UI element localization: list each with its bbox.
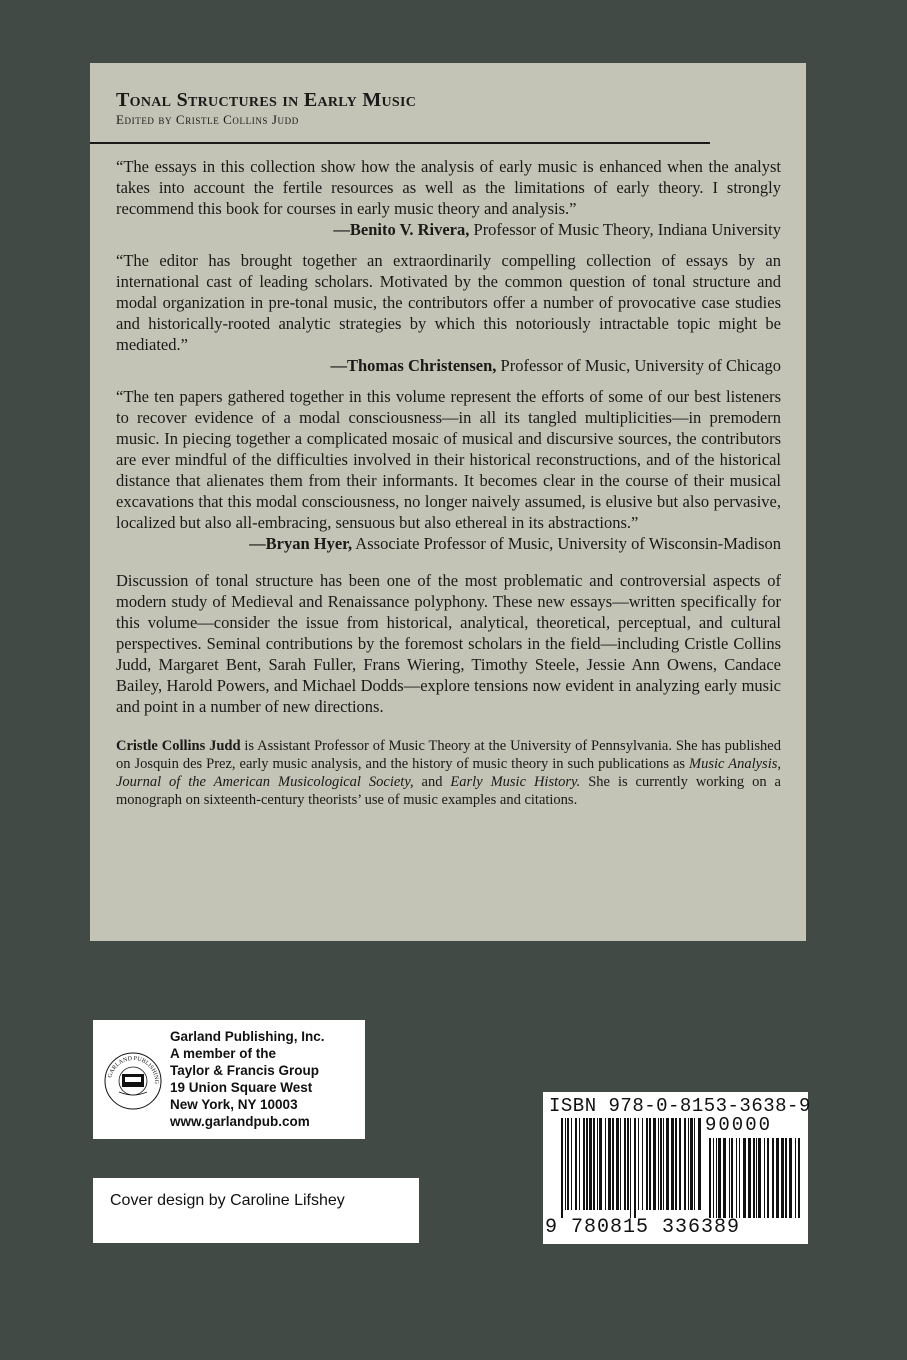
quote-text: “The editor has brought together an extraordinarily compelling collection of essays by an international cast of leading scholars. Motivated by the common question of tonal structure and modal organization in pre-tonal music, the contributors offer a number of provocative case studies and historically-rooted analytic strategies by which this notoriously intractable topic might be mediated.”	[116, 251, 781, 354]
quote-attribution	[116, 219, 781, 240]
price-addon-barcode	[709, 1138, 800, 1218]
barcode-bar	[767, 1138, 769, 1218]
barcode-bar	[653, 1118, 656, 1210]
barcode-bar	[658, 1118, 659, 1210]
barcode-bar	[698, 1118, 701, 1210]
publisher-line: 19 Union Square West	[170, 1080, 313, 1095]
cover-credit-box	[93, 1178, 419, 1243]
barcode-bar	[716, 1138, 717, 1218]
barcode-bar	[630, 1118, 631, 1218]
barcode-bar	[785, 1138, 787, 1218]
barcode-bar	[579, 1118, 580, 1210]
quote-text: “The essays in this collection show how the analysis of early music is enhanced when the analyst takes into account the fertile resources as well as the limitations of early theory. I strongly recommend this book for courses in early music theory and analysis.”	[116, 157, 781, 218]
bio-journals: Music Analysis, Journal of the American Musicological Society,	[116, 756, 781, 790]
barcode-bar	[789, 1138, 792, 1218]
price-code: 90000	[705, 1114, 773, 1136]
barcode-bar	[748, 1138, 751, 1218]
barcode-bar	[567, 1118, 569, 1210]
editor-line: Edited by Cristle Collins Judd	[116, 112, 299, 127]
quote-block-2	[116, 250, 780, 376]
cover-credit: Cover design by Caroline Lifshey	[110, 1192, 345, 1209]
barcode-bar	[675, 1118, 677, 1210]
quote-affiliation: Professor of Music Theory, Indiana University	[469, 220, 781, 239]
barcode-bar	[684, 1118, 686, 1210]
barcode-bar	[605, 1118, 606, 1210]
publisher-line: Taylor & Francis Group	[170, 1063, 320, 1078]
barcode-box	[543, 1092, 811, 1244]
barcode-bar	[758, 1138, 761, 1218]
ean-barcode	[561, 1118, 701, 1218]
quote-author: —Benito V. Rivera,	[333, 220, 470, 239]
quote-attribution	[116, 533, 781, 554]
barcode-bar	[634, 1118, 636, 1218]
barcode-bar	[642, 1118, 643, 1210]
quote-affiliation: Associate Professor of Music, University of Wisconsin-Madison	[352, 534, 781, 553]
barcode-bar	[599, 1118, 602, 1210]
barcode-bar	[739, 1138, 740, 1218]
publisher-address	[170, 1028, 325, 1130]
barcode-bar	[688, 1118, 689, 1210]
logo-text: GARLAND PUBLISHING	[107, 1055, 160, 1085]
barcode-bar	[616, 1118, 619, 1210]
barcode-bar	[713, 1138, 714, 1218]
barcode-bar	[624, 1118, 626, 1210]
barcode-bar	[586, 1118, 588, 1210]
barcode-bar	[666, 1118, 669, 1210]
quote-block-1	[116, 156, 780, 240]
barcode-bar	[690, 1118, 693, 1210]
barcode-bar	[597, 1118, 598, 1210]
barcode-bar	[583, 1118, 585, 1210]
barcode-bar	[571, 1118, 572, 1210]
barcode-bar	[649, 1118, 651, 1210]
barcode-bar	[679, 1118, 681, 1210]
book-title: Tonal Structures in Early Music	[116, 89, 417, 111]
barcode-bar	[612, 1118, 614, 1210]
publisher-url: www.garlandpub.com	[170, 1114, 310, 1129]
quote-affiliation: Professor of Music, University of Chicago	[496, 356, 781, 375]
barcode-bar	[756, 1138, 757, 1218]
barcode-bar	[565, 1118, 566, 1210]
garland-publishing-logo-icon	[101, 1048, 165, 1112]
barcode-bar	[743, 1138, 746, 1218]
quote-text: “The ten papers gathered together in this volume represent the efforts of some of our best listeners to recover evidence of a modal consciousness—in all its tangled multiplicities—in premodern music. In piecing together a complicated mosaic of musical and discursive sources, the contributors are ever mindful of the difficulties involved in their historical reconstructions, and of the historical distance that alienates them from their informants. It becomes clear in the course of their musical excavations that this modal consciousness, no longer naively assumed, is elusive but also pervasive, localized but also all-embracing, sensuous but also ethereal in its abstractions.”	[116, 387, 781, 532]
barcode-bar	[798, 1138, 800, 1218]
barcode-bar	[776, 1138, 779, 1218]
bio-text: She is currently working on a monograph on sixteenth-century theorists’ use of music examples and citations.	[116, 774, 781, 808]
barcode-bar	[709, 1138, 711, 1218]
title-divider	[90, 142, 710, 144]
barcode-bar	[660, 1118, 662, 1210]
quote-attribution	[116, 355, 781, 376]
quote-block-3	[116, 386, 780, 554]
publisher-box	[93, 1020, 365, 1139]
barcode-bar	[731, 1138, 733, 1218]
isbn-number: ISBN 978-0-8153-3638-9	[549, 1095, 811, 1117]
barcode-bar	[772, 1138, 774, 1218]
barcode-bar	[646, 1118, 648, 1210]
barcode-bar	[608, 1118, 611, 1210]
barcode-bar	[627, 1118, 629, 1210]
bio-name: Cristle Collins Judd	[116, 738, 241, 754]
bio-journal-last: Early Music History.	[450, 774, 581, 790]
bio-text: is Assistant Professor of Music Theory at the University of Pennsylvania. She has published on Josquin des Prez, early music analysis, and the history of music theory in such publications as	[116, 738, 781, 772]
barcode-bar	[764, 1138, 765, 1218]
barcode-bar	[589, 1118, 592, 1210]
barcode-bar	[575, 1118, 577, 1210]
back-cover-panel	[90, 63, 806, 941]
barcode-bar	[671, 1118, 674, 1210]
barcode-bar	[736, 1138, 737, 1218]
publisher-line: New York, NY 10003	[170, 1097, 298, 1112]
quote-author: —Thomas Christensen,	[330, 356, 497, 375]
barcode-bar	[620, 1118, 621, 1210]
barcode-bar	[694, 1118, 695, 1210]
barcode-bar	[638, 1118, 639, 1210]
bio-text: and	[413, 774, 451, 790]
barcode-bar	[718, 1138, 721, 1218]
barcode-bar	[781, 1138, 784, 1218]
barcode-bar	[729, 1138, 730, 1218]
book-description: Discussion of tonal structure has been one of the most problematic and controversial aspects of modern study of Medieval and Renaissance polyphony. These new essays—written specifically for this volume—consider the issue from historical, analytical, theoretical, perceptual, and cultural perspectives. Seminal contributions by the foremost scholars in the field—including Cristle Collins Judd, Margaret Bent, Sarah Fuller, Frans Wiering, Timothy Steele, Jessie Ann Owens, Candace Bailey, Harold Powers, and Michael Dodds—explore tensions now evident in analyzing early music and point in a number of new directions.	[116, 571, 781, 716]
publisher-line: A member of the	[170, 1046, 277, 1061]
barcode-bar	[723, 1138, 726, 1218]
publisher-line: Garland Publishing, Inc.	[170, 1029, 325, 1044]
ean-digits: 9 780815 336389	[545, 1216, 741, 1239]
editor-bio	[116, 737, 781, 809]
barcode-bar	[593, 1118, 595, 1210]
barcode-bar	[561, 1118, 563, 1218]
barcode-bar	[663, 1118, 664, 1210]
quote-author: —Bryan Hyer,	[249, 534, 353, 553]
barcode-bar	[795, 1138, 796, 1218]
barcode-bar	[753, 1138, 755, 1218]
